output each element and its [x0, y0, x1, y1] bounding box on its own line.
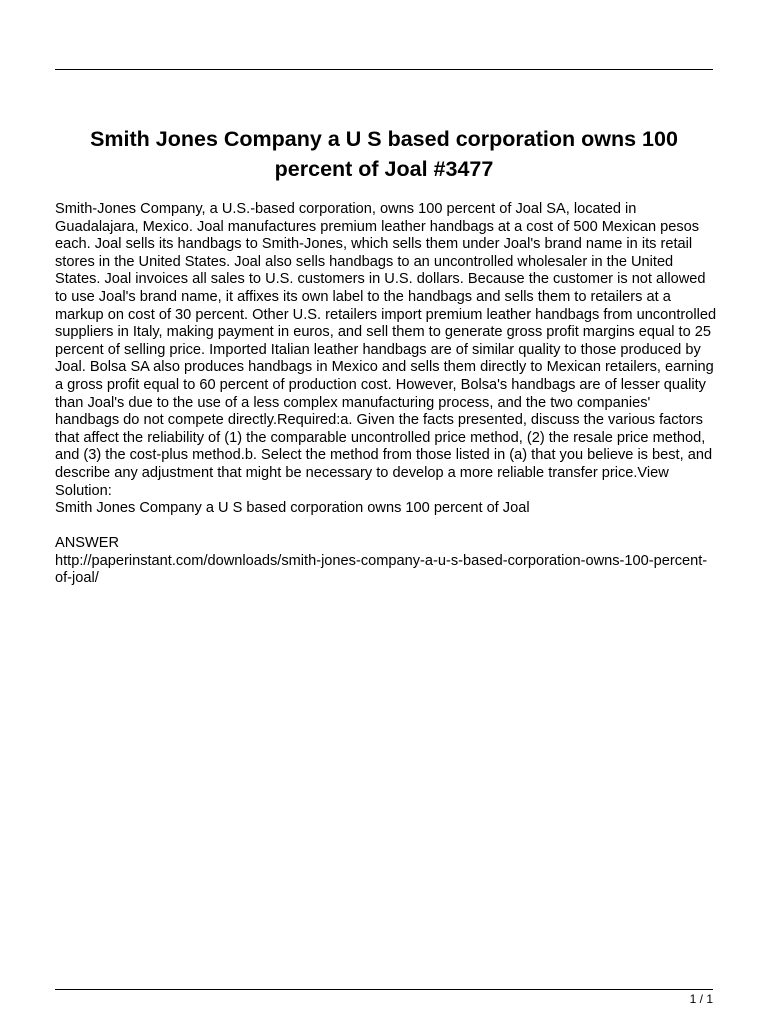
- answer-label: ANSWER: [55, 535, 120, 552]
- document-title: Smith Jones Company a U S based corporation owns 100 percent of Joal #3477: [90, 127, 678, 181]
- subtitle-line: Smith Jones Company a U S based corporation owns 100 percent of Joal: [55, 500, 530, 517]
- body-paragraph: Smith-Jones Company, a U.S.-based corporation, owns 100 percent of Joal SA, located in Guadalajara, Mexico. Joal manufactures premium leather handbags at a cost of 500 Mexican pesos each. Joal sells its handbags to Smith-Jones, which sells them under Joal's brand name in its retail stores in the United States. Joal also sells handbags to an uncontrolled wholesaler in the United States. Joal invoices all sales to U.S. customers in U.S. dollars. Because the customer is not allowed to use Joal's brand name, it affixes its own label to the handbags and sells them to retailers at a markup on cost of 30 percent. Other U.S. retailers import premium leather handbags from uncontrolled suppliers in Italy, making payment in euros, and sell them to generate gross profit margins equal to 25 percent of selling price. Imported Italian leather handbags are of similar quality to those produced by Joal. Bolsa SA also produces handbags in Mexico and sells them directly to Mexican retailers, earning a gross profit equal to 60 percent of production cost. However, Bolsa's handbags are of lesser quality than Joal's due to the use of a less complex manufacturing process, and the two companies' handbags do not compete directly.Required:a. Given the facts presented, discuss the various factors that affect the reliability of (1) the comparable uncontrolled price method, (2) the resale price method, and (3) the cost-plus method.b. Select the method from those listed in (a) that you believe is best, and describe any adjustment that might be necessary to develop a more reliable transfer price.View Solution:: [55, 201, 717, 499]
- spacer: [55, 518, 717, 536]
- top-divider: [55, 69, 713, 70]
- document-content: [55, 201, 717, 588]
- answer-link[interactable]: http://paperinstant.com/downloads/smith-jones-company-a-u-s-based-corporation-owns-100-percent-of-joal/: [55, 552, 708, 587]
- bottom-divider: [55, 989, 713, 990]
- page-number: 1 / 1: [689, 992, 713, 1006]
